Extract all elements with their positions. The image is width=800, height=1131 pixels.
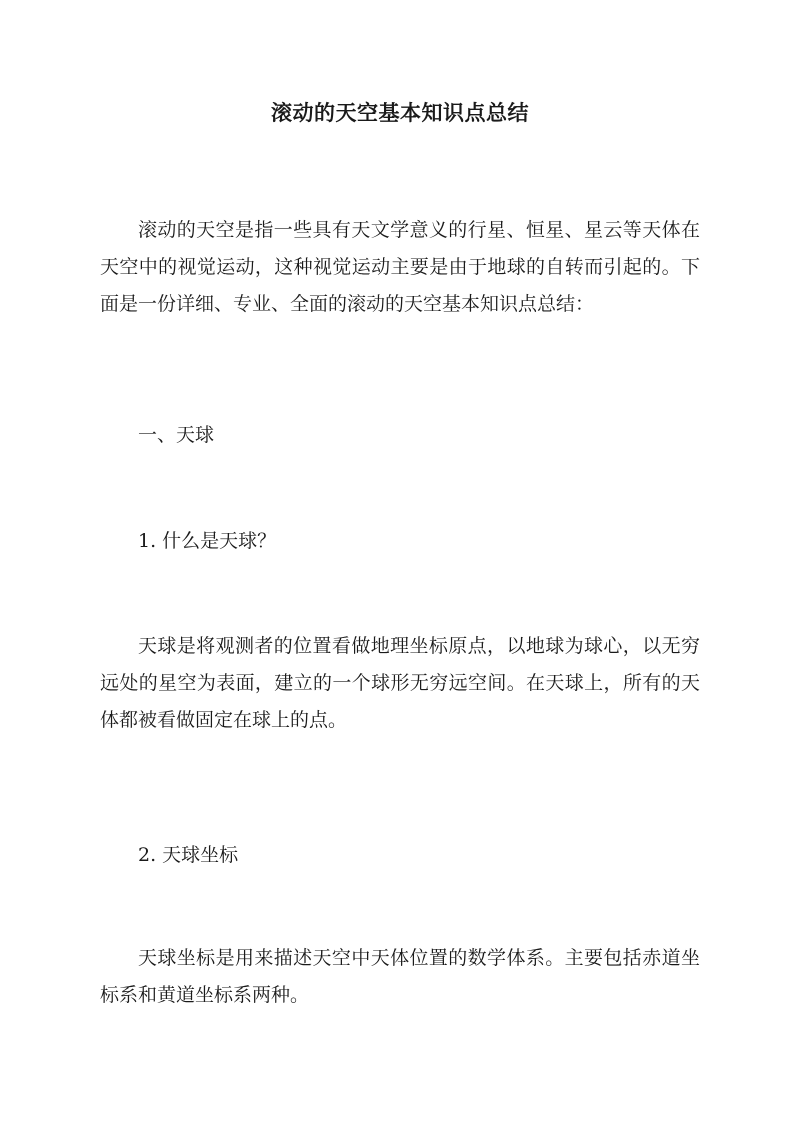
- subheading-what-is-celestial-sphere: 1. 什么是天球？: [138, 530, 277, 552]
- intro-paragraph: 滚动的天空是指一些具有天文学意义的行星、恒星、星云等天体在天空中的视觉运动，这种视觉运动主要是由于地球的自转而引起的。下面是一份详细、专业、全面的滚动的天空基本知识点总结：: [100, 219, 700, 315]
- paragraph-celestial-coordinates: 天球坐标是用来描述天空中天体位置的数学体系。主要包括赤道坐标系和黄道坐标系两种。: [100, 947, 700, 1006]
- subheading-celestial-coordinates: 2. 天球坐标: [138, 844, 239, 866]
- document-title: 滚动的天空基本知识点总结: [271, 100, 529, 125]
- paragraph-celestial-sphere-definition: 天球是将观测者的位置看做地理坐标原点，以地球为球心，以无穷远处的星空为表面，建立的一个球形无穷远空间。在天球上，所有的天体都被看做固定在球上的点。: [100, 635, 700, 731]
- section-heading-celestial-sphere: 一、天球: [138, 424, 215, 446]
